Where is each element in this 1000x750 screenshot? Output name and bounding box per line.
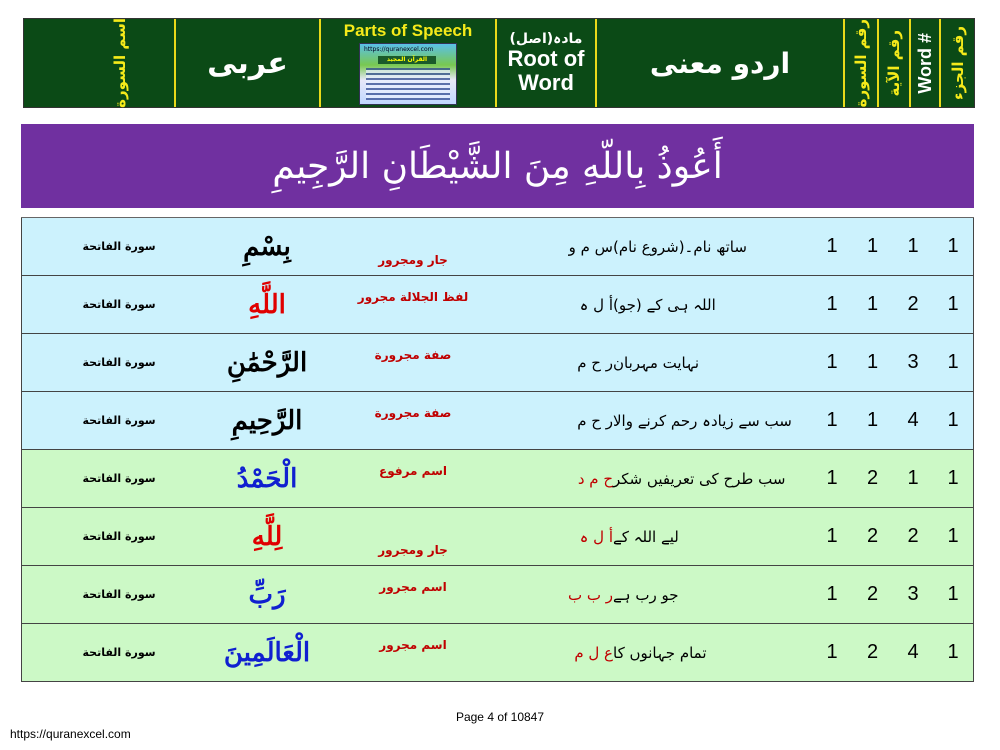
word-number-cell: 2 [907, 293, 919, 315]
arabic-word-cell: رَبِّ [248, 579, 286, 610]
pos-cell: اسم مرفوع [379, 464, 447, 478]
pos-cell: اسم مجرور [379, 638, 447, 652]
table-header [23, 18, 975, 108]
header-aya: رقم الآية [877, 19, 909, 107]
urdu-meaning-cell: نہایت مہربان [613, 353, 700, 372]
pos-cell: صفة مجرورة [374, 348, 452, 362]
root-cell: ع ل م [574, 643, 613, 662]
arabic-word-cell: الرَّحْمَٰنِ [226, 347, 308, 378]
header-urdu-meaning: اردو معنی [595, 19, 843, 107]
aya-cell: 2 [866, 525, 879, 547]
table-row [21, 392, 974, 450]
urdu-meaning-cell: جو رب ہے [613, 585, 679, 604]
table-row [21, 624, 974, 682]
root-cell: أ ل ہ [579, 295, 613, 314]
surah-name-cell: سورة الفاتحة [82, 472, 156, 485]
juz-cell: 1 [947, 409, 959, 431]
arabic-word-cell: الرَّحِيمِ [231, 405, 303, 436]
pos-cell: جار ومجرور [378, 253, 448, 267]
urdu-meaning-cell: سب سے زیادہ رحم کرنے والا [613, 411, 792, 430]
root-cell: ر ح م [577, 411, 613, 430]
word-number-cell: 3 [907, 583, 919, 605]
arabic-word-cell: الْحَمْدُ [236, 463, 298, 494]
site-url-link[interactable]: https://quranexcel.com [10, 727, 131, 741]
aya-cell: 2 [866, 641, 879, 663]
header-word-number: Word # [909, 19, 939, 107]
pos-cell: اسم مجرور [379, 580, 447, 594]
juz-cell: 1 [947, 351, 959, 373]
surah-number-cell: 1 [826, 351, 838, 373]
juz-cell: 1 [947, 467, 959, 489]
word-number-cell: 1 [907, 467, 919, 489]
urdu-meaning-cell: اللہ ہی کے (جو) [613, 295, 716, 314]
header-surah-name: اسم السورة [111, 18, 129, 108]
word-number-cell: 4 [907, 641, 919, 663]
juz-cell: 1 [947, 293, 959, 315]
word-number-cell: 4 [907, 409, 919, 431]
arabic-word-cell: الْعَالَمِينَ [223, 637, 311, 668]
surah-name-cell: سورة الفاتحة [82, 530, 156, 543]
arabic-word-cell: لِلَّهِ [251, 521, 283, 552]
juz-cell: 1 [947, 235, 959, 257]
surah-number-cell: 1 [826, 583, 838, 605]
surah-number-cell: 1 [826, 235, 838, 257]
header-parts-of-speech: Parts of Speech https://quranexcel.com القرآن المجید [319, 19, 495, 107]
urdu-meaning-cell: سب طرح کی تعریفیں شکر [613, 469, 786, 488]
juz-cell: 1 [947, 641, 959, 663]
root-cell: ر ح م [577, 353, 613, 372]
header-juz: رقم الجزء [939, 19, 974, 107]
word-number-cell: 2 [907, 525, 919, 547]
urdu-meaning-cell: تمام جہانوں کا [613, 643, 707, 662]
surah-name-cell: سورة الفاتحة [82, 646, 156, 659]
table-row [21, 450, 974, 508]
header-root: مادہ(اصل) Root of Word [495, 19, 595, 107]
word-table [21, 217, 974, 682]
table-row [21, 218, 974, 276]
surah-number-cell: 1 [826, 467, 838, 489]
pos-cell: صفة مجرورة [374, 406, 452, 420]
urdu-meaning-cell: ساتھ نام۔(شروع نام) [613, 237, 747, 256]
surah-number-cell: 1 [826, 409, 838, 431]
juz-cell: 1 [947, 525, 959, 547]
taawwudh-banner: أَعُوذُ بِاللّهِ مِنَ الشَّيْطَانِ الرَّجِيمِ [21, 124, 974, 208]
aya-cell: 1 [866, 293, 879, 315]
aya-cell: 2 [866, 467, 879, 489]
surah-name-cell: سورة الفاتحة [82, 356, 156, 369]
root-cell: ح م د [577, 469, 613, 488]
table-row [21, 334, 974, 392]
aya-cell: 1 [866, 235, 879, 257]
surah-name-cell: سورة الفاتحة [82, 240, 156, 253]
page-number: Page 4 of 10847 [455, 710, 545, 724]
surah-number-cell: 1 [826, 525, 838, 547]
root-cell: أ ل ہ [579, 527, 613, 546]
pos-cell: لفظ الجلالة مجرور [357, 290, 469, 304]
table-row [21, 566, 974, 624]
aya-cell: 1 [866, 409, 879, 431]
root-cell: ر ب ب [567, 585, 613, 604]
quranexcel-logo: https://quranexcel.com القرآن المجید [359, 43, 457, 105]
header-arabic: عربی [174, 19, 319, 107]
header-surah-number: رقم السورة [843, 19, 877, 107]
root-cell: س م و [568, 237, 613, 256]
pos-cell: جار ومجرور [378, 543, 448, 557]
aya-cell: 1 [866, 351, 879, 373]
surah-name-cell: سورة الفاتحة [82, 298, 156, 311]
urdu-meaning-cell: لیے اللہ کے [613, 527, 679, 546]
surah-number-cell: 1 [826, 641, 838, 663]
arabic-word-cell: اللَّهِ [248, 289, 286, 320]
table-row [21, 276, 974, 334]
surah-name-cell: سورة الفاتحة [82, 414, 156, 427]
aya-cell: 2 [866, 583, 879, 605]
word-number-cell: 1 [907, 235, 919, 257]
surah-name-cell: سورة الفاتحة [82, 588, 156, 601]
arabic-word-cell: بِسْمِ [243, 231, 291, 262]
word-number-cell: 3 [907, 351, 919, 373]
table-row [21, 508, 974, 566]
surah-number-cell: 1 [826, 293, 838, 315]
juz-cell: 1 [947, 583, 959, 605]
